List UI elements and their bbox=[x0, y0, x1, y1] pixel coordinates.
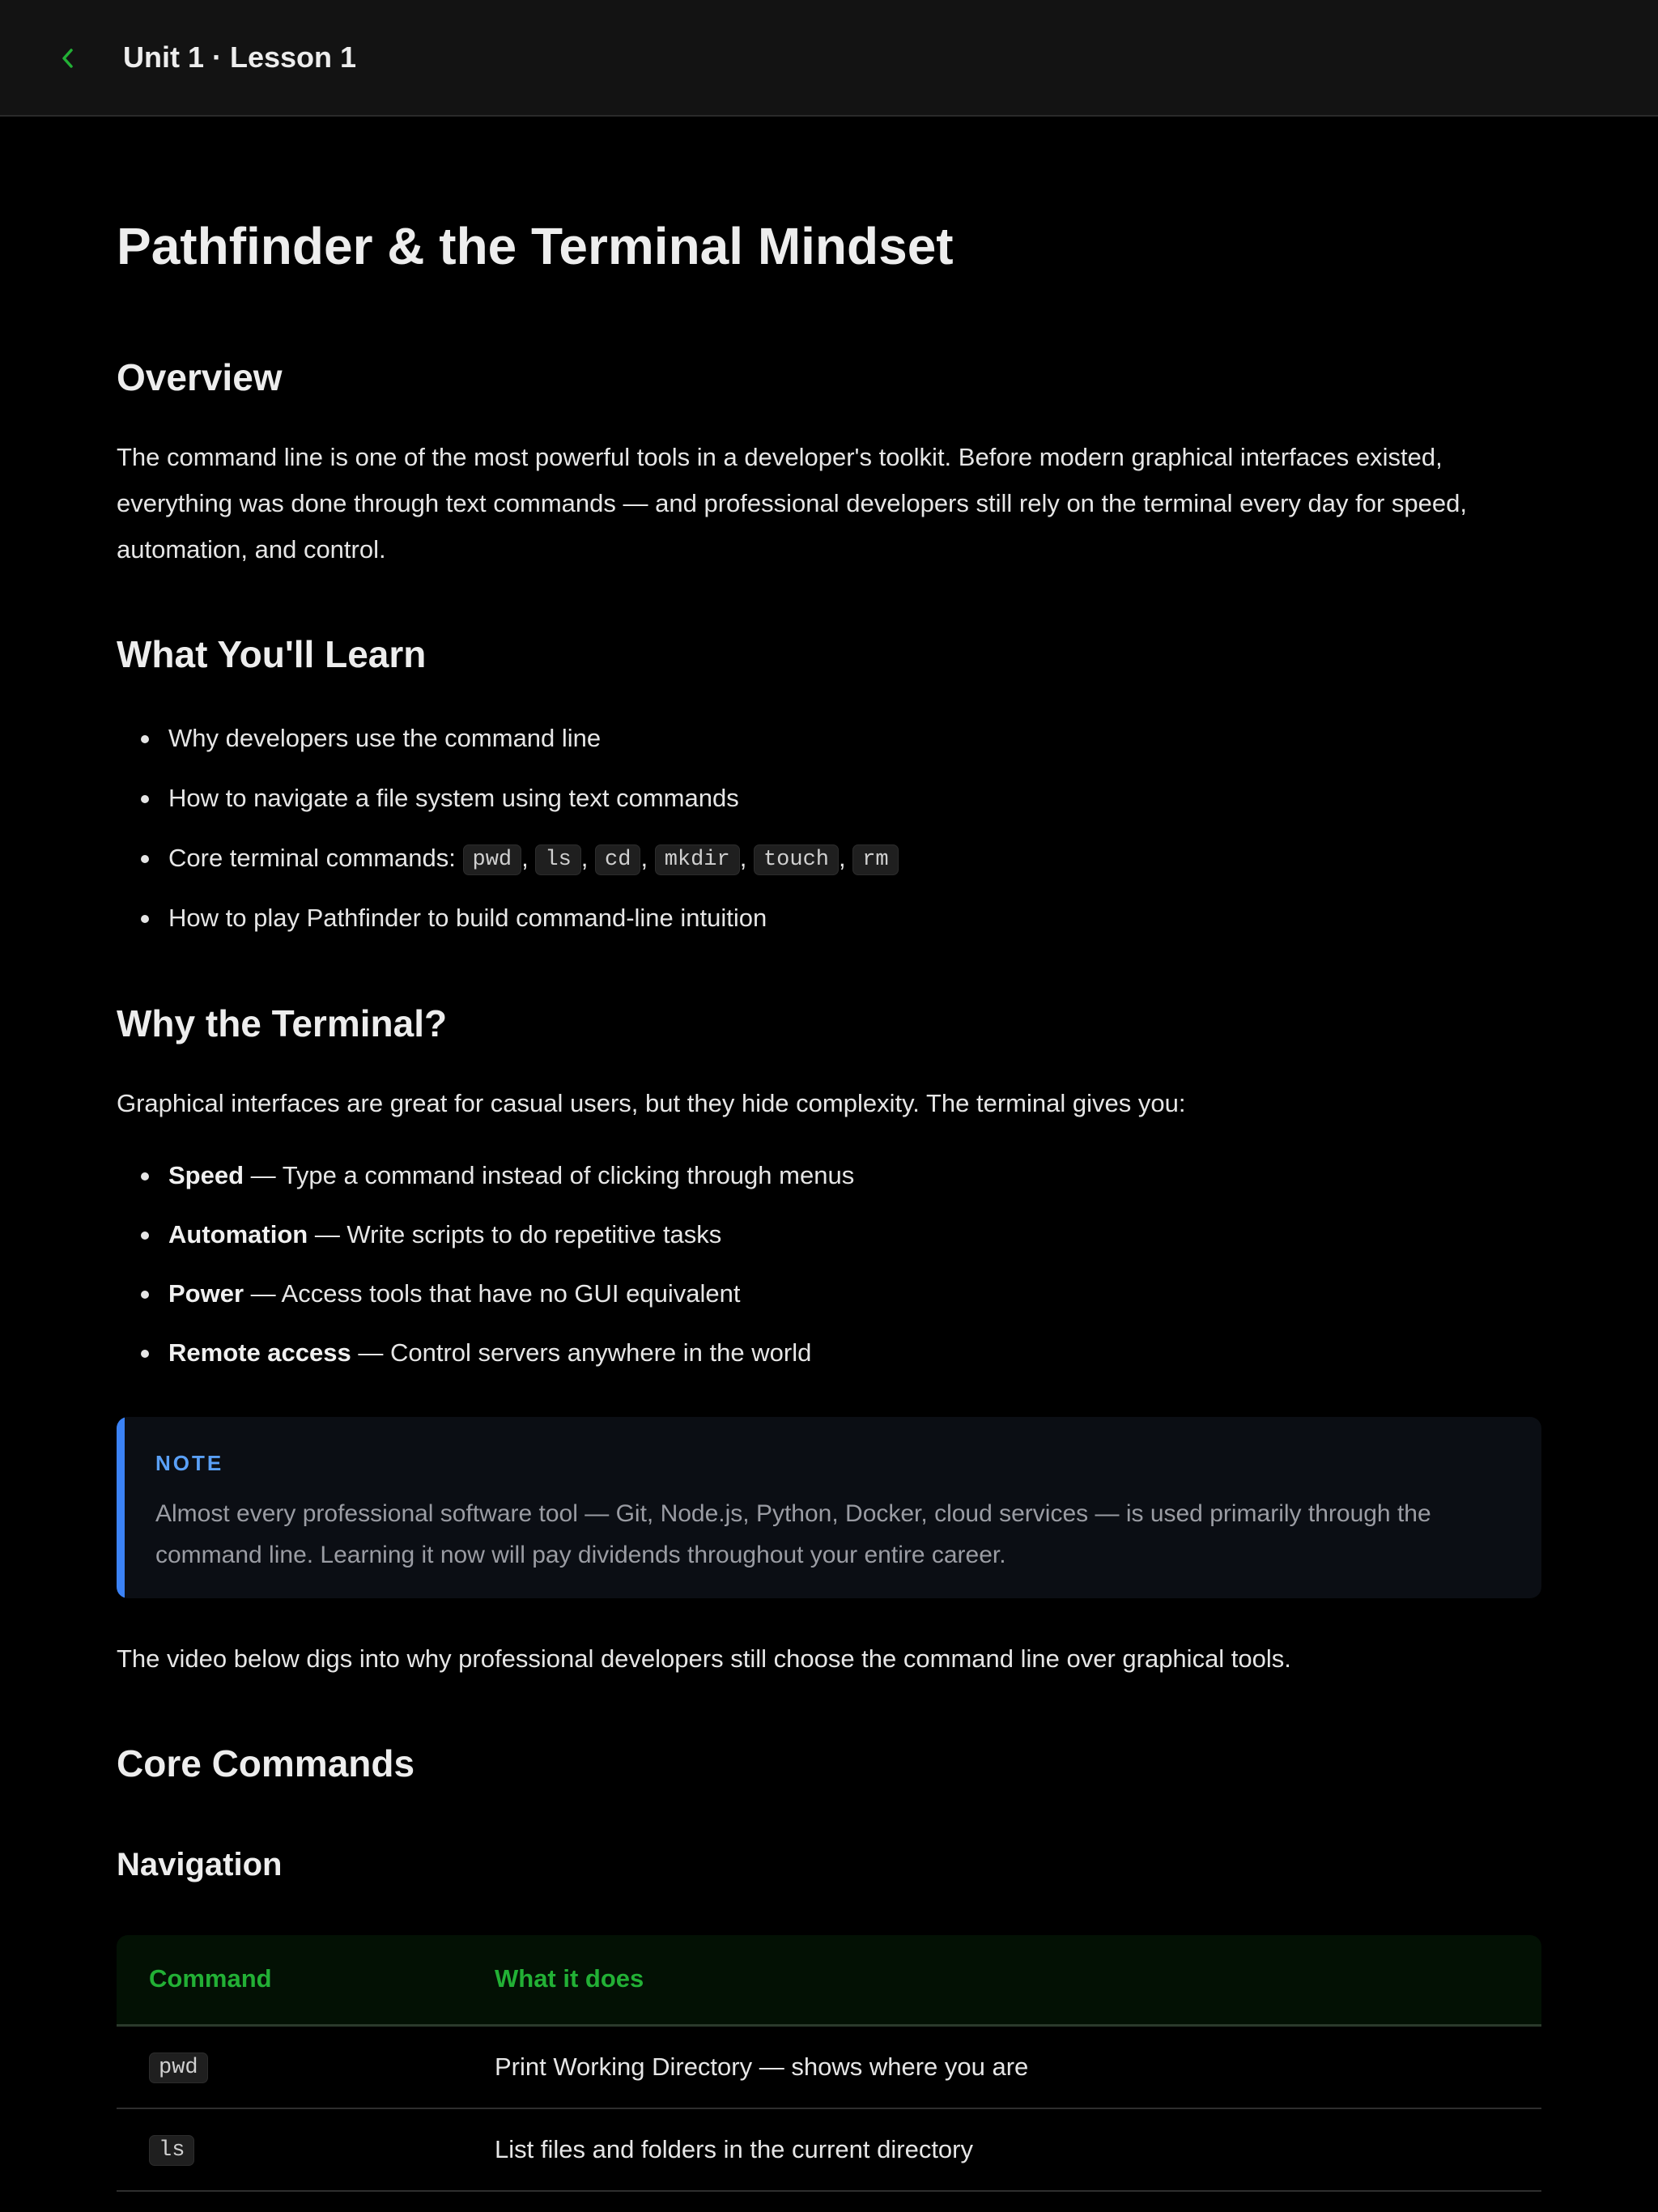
table-header bbox=[117, 1935, 1541, 2027]
note-text: Almost every professional software tool — Git, Node.js, Python, Docker, cloud services — is used primarily through the command line. Learning it now will pay dividends throughout your entire career. bbox=[155, 1500, 1431, 1568]
lesson-title: Pathfinder & the Terminal Mindset bbox=[117, 217, 954, 275]
code-touch: touch bbox=[754, 844, 839, 875]
back-button[interactable] bbox=[52, 36, 84, 81]
list-item: Speed — Type a command instead of clicking through menus bbox=[117, 1158, 1541, 1193]
lesson-breadcrumb-title: Unit 1 · Lesson 1 bbox=[123, 40, 357, 74]
list-item: How to navigate a file system using text commands bbox=[117, 781, 1541, 816]
navigation-commands-table bbox=[117, 1935, 1541, 2192]
table-row bbox=[117, 2109, 1541, 2192]
command-description: List files and folders in the current directory bbox=[495, 2135, 973, 2163]
why-heading: Why the Terminal? bbox=[117, 1002, 448, 1044]
overview-heading: Overview bbox=[117, 356, 283, 398]
learn-list bbox=[117, 721, 1541, 960]
overview-paragraph: The command line is one of the most powerful tools in a developer's toolkit. Before modern graphical interfaces existed, everything was done through text commands — and professional developers still rely on the terminal every day for speed, automation, and control. bbox=[117, 443, 1467, 564]
code-cd: cd bbox=[595, 844, 640, 875]
command-description: Print Working Directory — shows where you are bbox=[495, 2052, 1029, 2081]
note-callout bbox=[117, 1417, 1541, 1598]
list-item: Why developers use the command line bbox=[117, 721, 1541, 756]
learn-heading: What You'll Learn bbox=[117, 633, 427, 675]
list-item: Power — Access tools that have no GUI equivalent bbox=[117, 1276, 1541, 1312]
list-item: How to play Pathfinder to build command-line intuition bbox=[117, 900, 1541, 936]
list-item: Automation — Write scripts to do repetitive tasks bbox=[117, 1217, 1541, 1253]
top-bar bbox=[0, 0, 1658, 117]
why-intro: Graphical interfaces are great for casual users, but they hide complexity. The terminal gives you: bbox=[117, 1089, 1186, 1117]
list-item: Remote access — Control servers anywhere in the world bbox=[117, 1335, 1541, 1371]
why-list bbox=[117, 1158, 1541, 1394]
code-ls: ls bbox=[535, 844, 580, 875]
code-rm: rm bbox=[852, 844, 898, 875]
table-row bbox=[117, 2027, 1541, 2109]
video-intro-paragraph: The video below digs into why professional developers still choose the command line over graphical tools. bbox=[117, 1644, 1291, 1673]
column-header-command: Command bbox=[149, 1964, 272, 1993]
core-commands-heading: Core Commands bbox=[117, 1742, 415, 1784]
code-pwd: pwd bbox=[463, 844, 522, 875]
list-item: Core terminal commands: pwd , ls , cd , mkdir , touch , rm bbox=[117, 840, 1541, 876]
column-header-description: What it does bbox=[495, 1964, 644, 1993]
code-mkdir: mkdir bbox=[655, 844, 740, 875]
navigation-heading: Navigation bbox=[117, 1847, 283, 1882]
command-code: pwd bbox=[149, 2052, 208, 2083]
chevron-left-icon bbox=[60, 47, 76, 70]
note-accent-bar bbox=[117, 1417, 125, 1598]
note-label: NOTE bbox=[155, 1451, 224, 1475]
command-code: ls bbox=[149, 2135, 194, 2166]
